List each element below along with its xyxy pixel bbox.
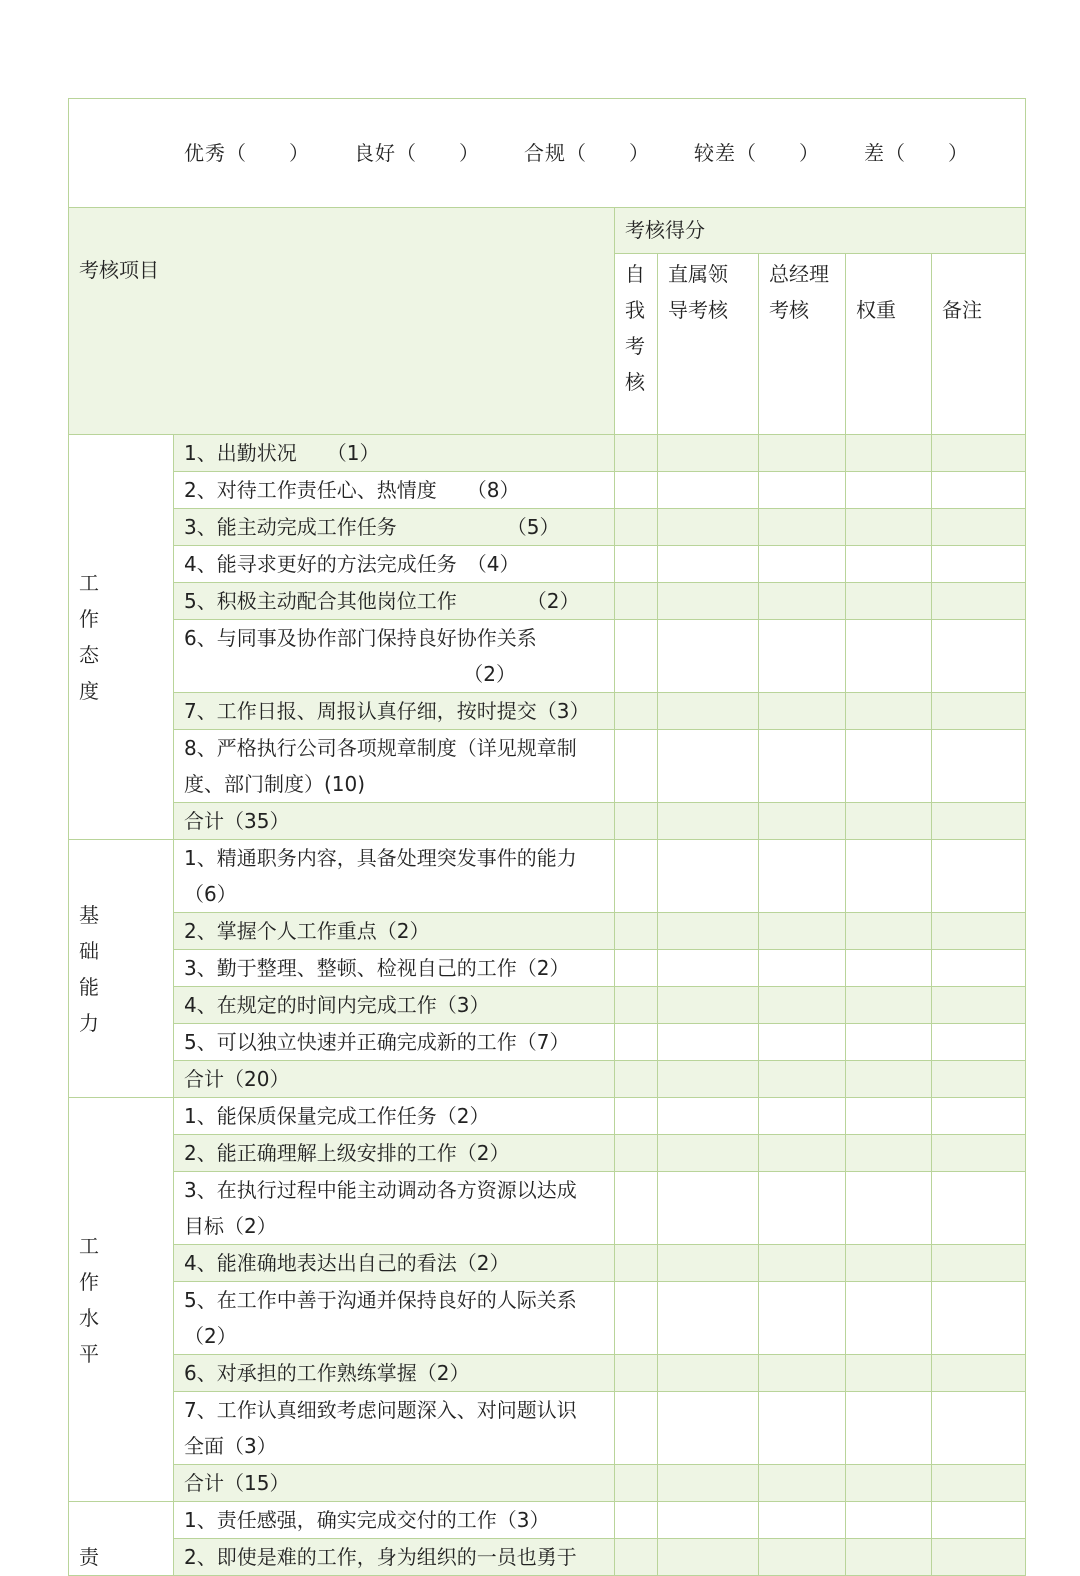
score-input-cell[interactable] (658, 583, 759, 620)
score-input-cell[interactable] (759, 1135, 846, 1172)
table-row (69, 1024, 1026, 1061)
score-input-cell[interactable] (759, 1502, 846, 1539)
score-input-cell[interactable] (846, 1024, 932, 1061)
category-cell (69, 435, 174, 840)
score-input-cell[interactable] (759, 1392, 846, 1465)
score-input-cell[interactable] (615, 583, 658, 620)
score-input-cell[interactable] (658, 1245, 759, 1282)
score-input-cell[interactable] (932, 730, 1026, 803)
score-input-cell[interactable] (615, 1502, 658, 1539)
score-input-cell[interactable] (759, 1172, 846, 1245)
score-input-cell[interactable] (615, 435, 658, 472)
criterion-cell (174, 620, 615, 693)
score-input-cell[interactable] (932, 950, 1026, 987)
col-leader-line: 直属领 (668, 261, 728, 286)
category-cell (69, 1098, 174, 1502)
criterion-text: 5、可以独立快速并正确完成新的工作（7） (184, 1030, 570, 1054)
table-row (69, 1392, 1026, 1465)
category-cell (69, 840, 174, 1098)
score-input-cell[interactable] (932, 472, 1026, 509)
criterion-cell (174, 1245, 615, 1282)
score-input-cell[interactable] (846, 693, 932, 730)
score-input-cell[interactable] (615, 620, 658, 693)
score-input-cell[interactable] (615, 1539, 658, 1576)
score-input-cell[interactable] (846, 913, 932, 950)
score-input-cell[interactable] (759, 546, 846, 583)
item-header-label: 考核项目 (79, 258, 159, 282)
criterion-text: 1、出勤状况 （1） (184, 441, 380, 465)
score-input-cell[interactable] (932, 987, 1026, 1024)
col-note-label: 备注 (942, 297, 982, 322)
score-input-cell[interactable] (615, 509, 658, 546)
rating-compliant[interactable]: 合规（ ） (523, 141, 650, 165)
criterion-text: 2、即使是难的工作，身为组织的一员也勇于 (184, 1545, 577, 1569)
criterion-text: 3、勤于整理、整顿、检视自己的工作（2） (184, 956, 570, 980)
col-self-char: 核 (625, 369, 645, 394)
score-input-cell[interactable] (846, 1245, 932, 1282)
score-input-cell[interactable] (932, 583, 1026, 620)
score-input-cell[interactable] (658, 913, 759, 950)
score-input-cell[interactable] (932, 620, 1026, 693)
score-input-cell[interactable] (615, 1465, 658, 1502)
table-row (69, 1098, 1026, 1135)
score-input-cell[interactable] (932, 803, 1026, 840)
score-input-cell[interactable] (658, 1502, 759, 1539)
col-gm (759, 253, 846, 434)
appraisal-form (68, 98, 1025, 1569)
table-row (69, 620, 1026, 693)
criterion-text: 1、责任感强，确实完成交付的工作（3） (184, 1508, 550, 1532)
table-row (69, 1465, 1026, 1502)
criterion-text: （2） (463, 662, 516, 686)
score-input-cell[interactable] (615, 472, 658, 509)
category-char: 水 (79, 1305, 99, 1330)
criterion-text: 3、在执行过程中能主动调动各方资源以达成 (184, 1178, 577, 1202)
score-input-cell[interactable] (759, 840, 846, 913)
score-input-cell[interactable] (846, 1061, 932, 1098)
table-row (69, 583, 1026, 620)
category-char: 工 (79, 571, 99, 595)
score-input-cell[interactable] (932, 1245, 1026, 1282)
table-row (69, 1355, 1026, 1392)
score-input-cell[interactable] (846, 1392, 932, 1465)
score-input-cell[interactable] (759, 1024, 846, 1061)
score-input-cell[interactable] (615, 693, 658, 730)
score-input-cell[interactable] (615, 730, 658, 803)
score-input-cell[interactable] (932, 1172, 1026, 1245)
score-input-cell[interactable] (846, 546, 932, 583)
col-gm-line: 总经理 (769, 261, 829, 286)
col-gm-line: 考核 (769, 297, 809, 322)
score-input-cell[interactable] (932, 435, 1026, 472)
score-input-cell[interactable] (846, 620, 932, 693)
score-input-cell[interactable] (759, 730, 846, 803)
criterion-cell (174, 1098, 615, 1135)
score-input-cell[interactable] (759, 987, 846, 1024)
criterion-cell (174, 950, 615, 987)
table-row (69, 1061, 1026, 1098)
criterion-cell (174, 730, 615, 803)
score-input-cell[interactable] (615, 1061, 658, 1098)
item-header (69, 208, 615, 435)
score-input-cell[interactable] (658, 472, 759, 509)
score-input-cell[interactable] (615, 1355, 658, 1392)
score-input-cell[interactable] (759, 950, 846, 987)
criterion-cell (174, 1135, 615, 1172)
criterion-cell (174, 1539, 615, 1576)
col-weight (846, 253, 932, 434)
score-input-cell[interactable] (615, 1392, 658, 1465)
score-input-cell[interactable] (846, 1172, 932, 1245)
score-input-cell[interactable] (759, 1355, 846, 1392)
category-cell (69, 1502, 174, 1576)
criterion-cell (174, 509, 615, 546)
table-row (69, 730, 1026, 803)
rating-poor[interactable]: 较差（ ） (693, 141, 820, 165)
score-input-cell[interactable] (658, 509, 759, 546)
score-input-cell[interactable] (658, 840, 759, 913)
score-input-cell[interactable] (658, 435, 759, 472)
score-input-cell[interactable] (615, 950, 658, 987)
score-input-cell[interactable] (846, 730, 932, 803)
score-input-cell[interactable] (658, 1355, 759, 1392)
table-row (69, 693, 1026, 730)
category-char: 力 (79, 1010, 99, 1035)
score-input-cell[interactable] (658, 1135, 759, 1172)
criterion-cell (174, 1502, 615, 1539)
criterion-text: 目标（2） (184, 1214, 277, 1238)
score-input-cell[interactable] (658, 1282, 759, 1355)
score-input-cell[interactable] (759, 620, 846, 693)
table-row (69, 803, 1026, 840)
table-row (69, 1282, 1026, 1355)
criterion-cell (174, 1355, 615, 1392)
criterion-text: （6） (184, 882, 237, 906)
criterion-text: 2、能正确理解上级安排的工作（2） (184, 1141, 510, 1165)
table-row (69, 1502, 1026, 1539)
table-row (69, 1245, 1026, 1282)
score-input-cell[interactable] (658, 730, 759, 803)
score-input-cell[interactable] (615, 1135, 658, 1172)
criterion-cell (174, 987, 615, 1024)
criterion-cell (174, 693, 615, 730)
score-input-cell[interactable] (846, 1098, 932, 1135)
score-input-cell[interactable] (658, 1172, 759, 1245)
score-input-cell[interactable] (658, 1392, 759, 1465)
score-input-cell[interactable] (932, 693, 1026, 730)
criterion-cell (174, 435, 615, 472)
score-input-cell[interactable] (932, 840, 1026, 913)
score-input-cell[interactable] (615, 1282, 658, 1355)
criterion-cell (174, 1392, 615, 1465)
score-input-cell[interactable] (759, 1098, 846, 1135)
criterion-text: 6、与同事及协作部门保持良好协作关系 (184, 626, 537, 650)
category-char: 责 (79, 1545, 99, 1569)
score-input-cell[interactable] (658, 1098, 759, 1135)
criterion-cell (174, 913, 615, 950)
score-input-cell[interactable] (658, 546, 759, 583)
score-input-cell[interactable] (658, 693, 759, 730)
score-input-cell[interactable] (658, 803, 759, 840)
col-self-char: 自 (625, 261, 645, 286)
score-input-cell[interactable] (932, 1465, 1026, 1502)
criterion-cell (174, 472, 615, 509)
criterion-text: 全面（3） (184, 1434, 277, 1458)
col-self (615, 253, 658, 434)
criterion-text: 4、能准确地表达出自己的看法（2） (184, 1251, 510, 1275)
score-input-cell[interactable] (932, 1355, 1026, 1392)
criterion-cell (174, 803, 615, 840)
category-char: 作 (79, 607, 99, 631)
score-input-cell[interactable] (846, 1502, 932, 1539)
col-note (932, 253, 1026, 434)
score-input-cell[interactable] (932, 1061, 1026, 1098)
score-input-cell[interactable] (932, 1024, 1026, 1061)
table-row (69, 950, 1026, 987)
score-input-cell[interactable] (615, 546, 658, 583)
score-input-cell[interactable] (658, 620, 759, 693)
score-input-cell[interactable] (846, 1282, 932, 1355)
score-input-cell[interactable] (932, 1539, 1026, 1576)
score-input-cell[interactable] (615, 913, 658, 950)
score-input-cell[interactable] (846, 509, 932, 546)
score-input-cell[interactable] (932, 913, 1026, 950)
score-input-cell[interactable] (759, 1282, 846, 1355)
score-input-cell[interactable] (759, 1245, 846, 1282)
score-input-cell[interactable] (932, 1282, 1026, 1355)
score-input-cell[interactable] (615, 803, 658, 840)
criterion-text: 4、在规定的时间内完成工作（3） (184, 993, 490, 1017)
criterion-cell (174, 1172, 615, 1245)
score-input-cell[interactable] (932, 1502, 1026, 1539)
score-input-cell[interactable] (759, 803, 846, 840)
table-row (69, 546, 1026, 583)
col-leader-line: 导考核 (668, 297, 728, 322)
score-input-cell[interactable] (615, 840, 658, 913)
criterion-text: 2、掌握个人工作重点（2） (184, 919, 430, 943)
criterion-text: 7、工作认真细致考虑问题深入、对问题认识 (184, 1398, 577, 1422)
score-input-cell[interactable] (759, 509, 846, 546)
category-char: 工 (79, 1233, 99, 1258)
criterion-text: 7、工作日报、周报认真仔细，按时提交（3） (184, 699, 590, 723)
category-char: 度 (79, 679, 99, 703)
appraisal-table (68, 98, 1026, 1576)
criterion-cell (174, 840, 615, 913)
criterion-cell (174, 1024, 615, 1061)
score-input-cell[interactable] (658, 1061, 759, 1098)
score-input-cell[interactable] (658, 1539, 759, 1576)
score-input-cell[interactable] (658, 950, 759, 987)
table-row (69, 435, 1026, 472)
score-input-cell[interactable] (846, 1539, 932, 1576)
criterion-text: 合计（35） (184, 809, 290, 833)
criterion-cell (174, 1282, 615, 1355)
criterion-text: 5、积极主动配合其他岗位工作 （2） (184, 589, 580, 613)
category-char: 础 (79, 938, 99, 963)
table-row (69, 472, 1026, 509)
score-header (615, 208, 1026, 254)
score-input-cell[interactable] (615, 1024, 658, 1061)
score-input-cell[interactable] (658, 1024, 759, 1061)
col-self-char: 考 (625, 333, 645, 358)
category-char: 能 (79, 974, 99, 999)
table-row (69, 509, 1026, 546)
criterion-text: 合计（20） (184, 1067, 290, 1091)
score-input-cell[interactable] (932, 546, 1026, 583)
criterion-cell (174, 1465, 615, 1502)
criterion-text: 合计（15） (184, 1471, 290, 1495)
score-input-cell[interactable] (658, 1465, 759, 1502)
score-input-cell[interactable] (615, 1098, 658, 1135)
col-leader (658, 253, 759, 434)
score-input-cell[interactable] (615, 987, 658, 1024)
score-input-cell[interactable] (846, 1355, 932, 1392)
criterion-text: （2） (184, 1324, 237, 1348)
score-input-cell[interactable] (846, 950, 932, 987)
criterion-text: 1、精通职务内容，具备处理突发事件的能力 (184, 846, 577, 870)
table-row (69, 987, 1026, 1024)
criterion-cell (174, 583, 615, 620)
criterion-text: 4、能寻求更好的方法完成任务 （4） (184, 552, 520, 576)
score-input-cell[interactable] (846, 1135, 932, 1172)
criterion-cell (174, 546, 615, 583)
criterion-cell (174, 1061, 615, 1098)
score-input-cell[interactable] (846, 987, 932, 1024)
criterion-text: 1、能保质保量完成工作任务（2） (184, 1104, 490, 1128)
score-input-cell[interactable] (615, 1245, 658, 1282)
criterion-text: 2、对待工作责任心、热情度 （8） (184, 478, 520, 502)
criterion-text: 3、能主动完成工作任务 （5） (184, 515, 560, 539)
rating-excellent[interactable]: 优秀（ ） (183, 141, 310, 165)
score-input-cell[interactable] (846, 583, 932, 620)
category-char: 基 (79, 902, 99, 927)
score-input-cell[interactable] (846, 803, 932, 840)
category-char: 态 (79, 643, 99, 667)
criterion-text: 度、部门制度）(10) (184, 772, 366, 796)
score-input-cell[interactable] (759, 1465, 846, 1502)
table-row (69, 913, 1026, 950)
category-char: 平 (79, 1341, 99, 1366)
criterion-text: 6、对承担的工作熟练掌握（2） (184, 1361, 470, 1385)
score-input-cell[interactable] (846, 435, 932, 472)
score-input-cell[interactable] (846, 1465, 932, 1502)
table-row (69, 840, 1026, 913)
score-input-cell[interactable] (932, 1392, 1026, 1465)
score-input-cell[interactable] (759, 693, 846, 730)
score-input-cell[interactable] (658, 987, 759, 1024)
score-input-cell[interactable] (932, 1098, 1026, 1135)
col-weight-label: 权重 (856, 297, 896, 322)
score-input-cell[interactable] (759, 435, 846, 472)
rating-bar (69, 99, 1026, 208)
score-input-cell[interactable] (846, 840, 932, 913)
col-self-char: 我 (625, 297, 645, 322)
score-input-cell[interactable] (759, 913, 846, 950)
rating-bad[interactable]: 差（ ） (863, 141, 969, 165)
score-input-cell[interactable] (846, 472, 932, 509)
score-input-cell[interactable] (759, 1061, 846, 1098)
criterion-text: 5、在工作中善于沟通并保持良好的人际关系 (184, 1288, 577, 1312)
score-input-cell[interactable] (932, 1135, 1026, 1172)
category-char: 作 (79, 1269, 99, 1294)
table-row (69, 1539, 1026, 1576)
rating-good[interactable]: 良好（ ） (353, 141, 480, 165)
criterion-text: 8、严格执行公司各项规章制度（详见规章制 (184, 736, 577, 760)
score-header-label: 考核得分 (625, 218, 705, 243)
table-row (69, 1172, 1026, 1245)
table-row (69, 1135, 1026, 1172)
score-input-cell[interactable] (759, 472, 846, 509)
score-input-cell[interactable] (759, 583, 846, 620)
score-input-cell[interactable] (615, 1172, 658, 1245)
score-input-cell[interactable] (932, 509, 1026, 546)
score-input-cell[interactable] (759, 1539, 846, 1576)
